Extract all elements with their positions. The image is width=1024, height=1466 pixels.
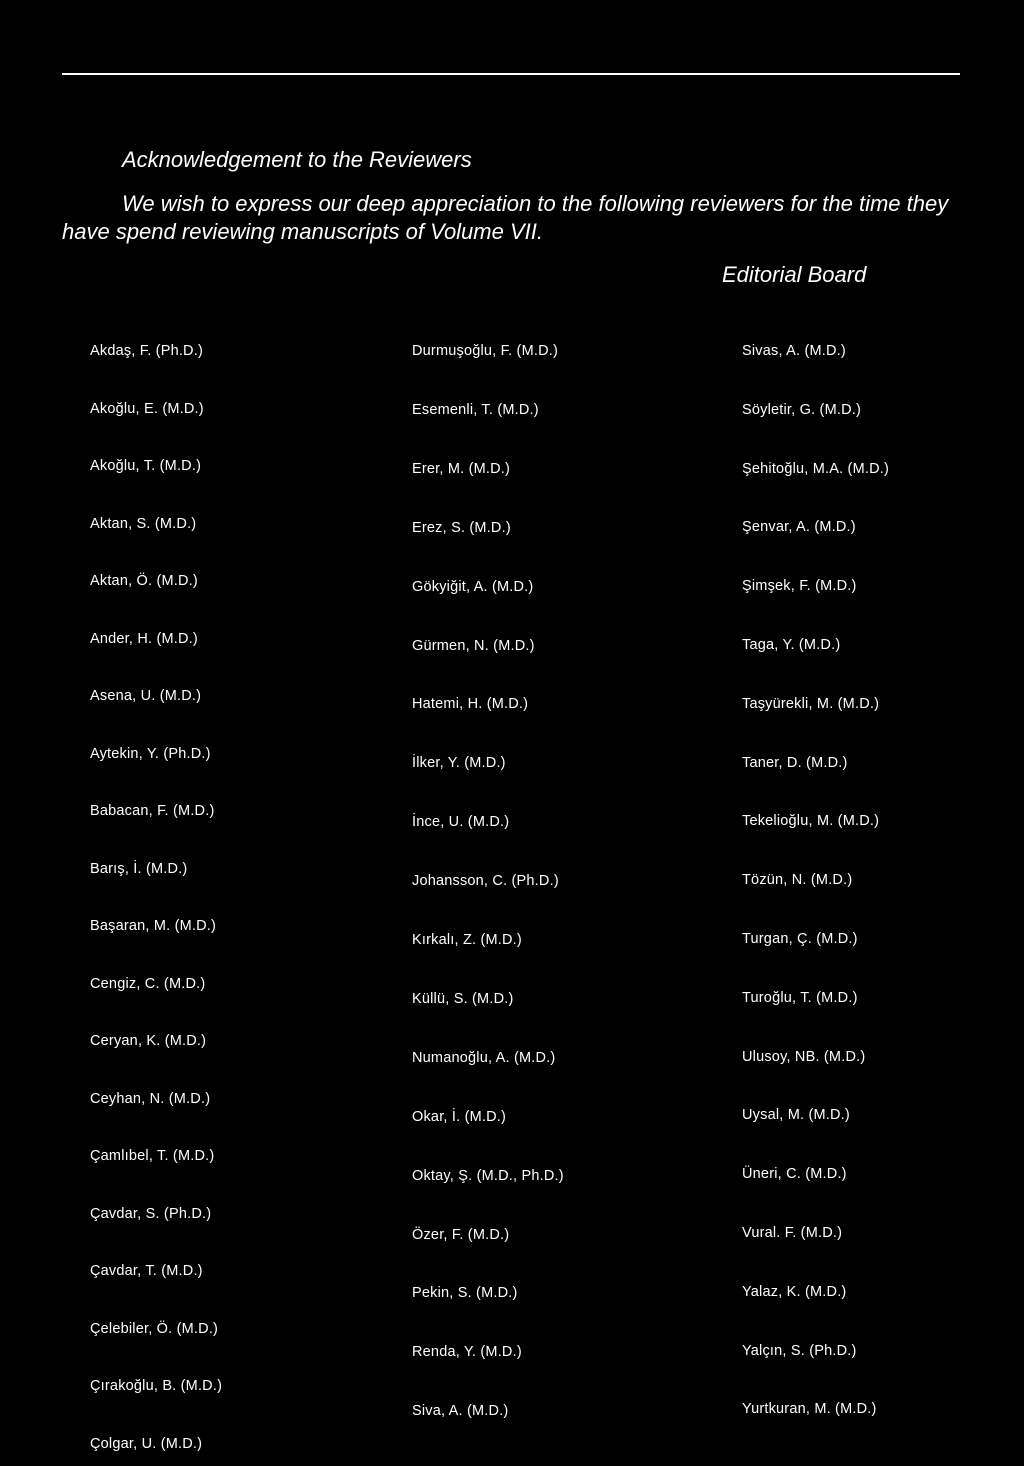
reviewer-name: Şimşek, F. (M.D.) <box>742 578 857 595</box>
reviewer-name: Akoğlu, T. (M.D.) <box>90 458 202 474</box>
reviewer-name: Akoğlu, E. (M.D.) <box>90 400 204 417</box>
reviewer-name: Ceyhan, N. (M.D.) <box>90 1090 211 1107</box>
reviewer-name: Aktan, S. (M.D.) <box>90 515 197 532</box>
page-title: Acknowledgement to the Reviewers <box>122 147 472 172</box>
reviewer-name: Yalçın, S. (Ph.D.) <box>742 1342 857 1359</box>
reviewer-name: Çırakoğlu, B. (M.D.) <box>90 1378 223 1394</box>
reviewer-name: Başaran, M. (M.D.) <box>90 918 217 934</box>
reviewer-name: Küllü, S. (M.D.) <box>412 990 514 1007</box>
reviewer-name: Özer, F. (M.D.) <box>412 1226 510 1243</box>
reviewer-name: Sivas, A. (M.D.) <box>742 343 846 359</box>
reviewer-name: Taner, D. (M.D.) <box>742 754 848 771</box>
reviewer-name: Söyletir, G. (M.D.) <box>742 401 862 418</box>
reviewer-name: Siva, A. (M.D.) <box>412 1403 509 1420</box>
reviewer-name: Turgan, Ç. (M.D.) <box>742 931 858 947</box>
reviewer-name: Renda, Y. (M.D.) <box>412 1344 522 1361</box>
reviewer-name: Babacan, F. (M.D.) <box>90 803 215 819</box>
reviewer-name: Kırkalı, Z. (M.D.) <box>412 932 522 948</box>
reviewer-name: Pekin, S. (M.D.) <box>412 1285 518 1302</box>
reviewer-name: Çelebiler, Ö. (M.D.) <box>90 1320 219 1337</box>
reviewer-name: İnce, U. (M.D.) <box>412 814 510 831</box>
reviewer-name: Gökyiğit, A. (M.D.) <box>412 578 534 595</box>
reviewer-name: Taşyürekli, M. (M.D.) <box>742 695 880 712</box>
reviewer-name: Çavdar, S. (Ph.D.) <box>90 1205 212 1222</box>
signature: Editorial Board <box>722 262 867 287</box>
reviewer-name: Taga, Y. (M.D.) <box>742 637 841 653</box>
reviewer-name: Okar, İ. (M.D.) <box>412 1108 507 1125</box>
reviewer-name: Esemenli, T. (M.D.) <box>412 401 539 418</box>
reviewer-name: Oktay, Ş. (M.D., Ph.D.) <box>412 1167 564 1184</box>
reviewer-name: Üneri, C. (M.D.) <box>742 1166 847 1183</box>
reviewer-name: Asena, U. (M.D.) <box>90 688 202 704</box>
reviewer-name: Ceryan, K. (M.D.) <box>90 1033 207 1049</box>
reviewer-name: İlker, Y. (M.D.) <box>412 755 506 772</box>
reviewer-name: Çamlıbel, T. (M.D.) <box>90 1148 215 1164</box>
reviewer-name: Tözün, N. (M.D.) <box>742 872 853 889</box>
reviewer-name: Gürmen, N. (M.D.) <box>412 637 535 654</box>
reviewer-name: Çolgar, U. (M.D.) <box>90 1435 203 1452</box>
reviewer-name: Numanoğlu, A. (M.D.) <box>412 1049 556 1066</box>
reviewer-name: Şehitoğlu, M.A. (M.D.) <box>742 460 890 477</box>
top-rule <box>62 73 960 75</box>
reviewer-name: Turoğlu, T. (M.D.) <box>742 989 858 1006</box>
reviewer-name: Cengiz, C. (M.D.) <box>90 975 206 992</box>
reviewer-name: Tekelioğlu, M. (M.D.) <box>742 813 880 830</box>
reviewer-name: Hatemi, H. (M.D.) <box>412 696 529 713</box>
reviewer-name: Durmuşoğlu, F. (M.D.) <box>412 343 558 359</box>
reviewer-name: Aytekin, Y. (Ph.D.) <box>90 745 211 762</box>
reviewer-name: Çavdar, T. (M.D.) <box>90 1263 203 1279</box>
reviewer-name: Ulusoy, NB. (M.D.) <box>742 1048 866 1065</box>
reviewer-name: Johansson, C. (Ph.D.) <box>412 873 559 890</box>
reviewer-name: Erez, S. (M.D.) <box>412 519 511 536</box>
reviewer-name: Şenvar, A. (M.D.) <box>742 519 856 536</box>
reviewer-name: Erer, M. (M.D.) <box>412 460 511 477</box>
intro-paragraph: We wish to express our deep appreciation to the following reviewers for the time they have spend reviewing manuscripts of Volume VII. <box>62 191 949 244</box>
reviewer-name: Akdaş, F. (Ph.D.) <box>90 343 203 359</box>
reviewer-name: Vural. F. (M.D.) <box>742 1225 843 1241</box>
reviewer-name: Uysal, M. (M.D.) <box>742 1107 850 1124</box>
reviewer-name: Yalaz, K. (M.D.) <box>742 1283 847 1300</box>
reviewer-name: Ander, H. (M.D.) <box>90 630 198 647</box>
reviewer-name: Barış, İ. (M.D.) <box>90 860 188 877</box>
reviewer-name: Aktan, Ö. (M.D.) <box>90 573 198 589</box>
reviewer-name: Yurtkuran, M. (M.D.) <box>742 1401 877 1418</box>
